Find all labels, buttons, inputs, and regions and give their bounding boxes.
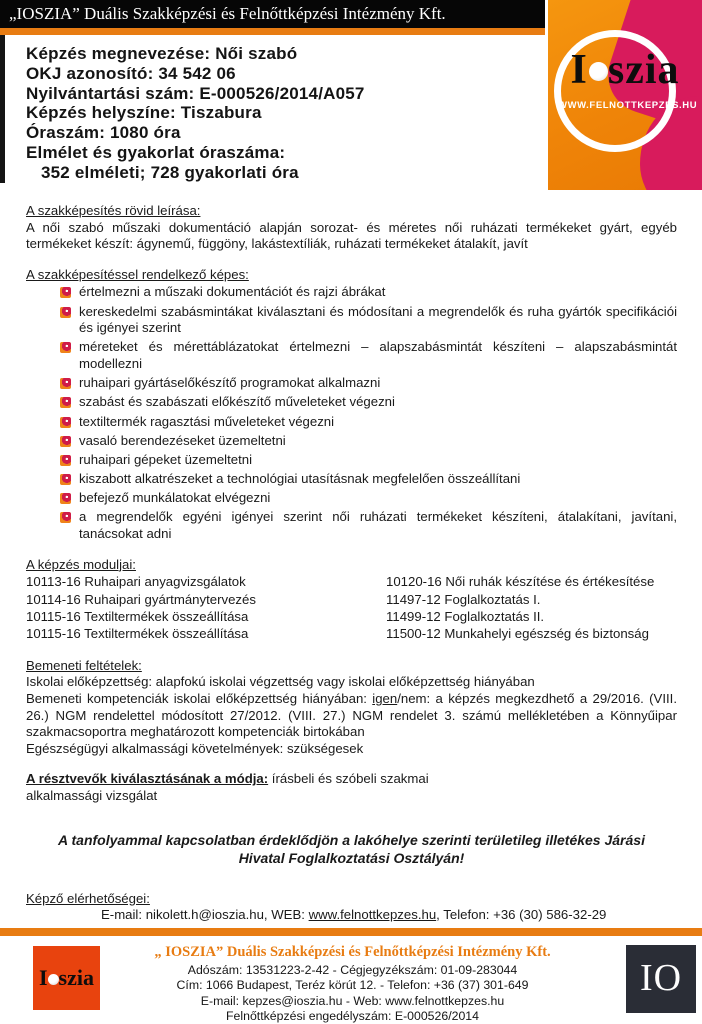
selection-section [26, 771, 677, 788]
modules-column-left [26, 574, 386, 644]
footer-tax-line: Adószám: 13531223-2-42 - Cégjegyzékszám: 01-09-283044 [187, 963, 518, 977]
contact-email-text: E-mail: nikolett.h@ioszia.hu, WEB: [101, 907, 309, 923]
ioszia-bullet-icon [60, 512, 71, 523]
module-item: 10114-16 Ruhaipari gyártmánytervezés [26, 591, 256, 607]
section-heading-selection: A résztvevők kiválasztásának a módja: [26, 771, 269, 787]
footer-logo-letter-i: I [38, 965, 48, 990]
info-line-location: Képzés helyszíne: Tiszabura [26, 103, 262, 123]
info-line-hours: Óraszám: 1080 óra [26, 123, 181, 143]
module-item: 11497-12 Foglalkoztatás I. [386, 591, 541, 607]
list-item: a megrendelők egyéni igényei szerint női ruházati termékeket készíteni, átalakítani, javítani, tanácsokat adni [60, 509, 677, 542]
info-box-left-border [0, 35, 5, 183]
logo-wordmark [548, 48, 702, 92]
document-body [26, 195, 677, 924]
selection-text-line2: alkalmassági vizsgálat [26, 787, 158, 803]
ioszia-bullet-icon [60, 397, 71, 408]
modules-columns [26, 574, 677, 644]
ioszia-bullet-icon [60, 493, 71, 504]
module-item: 10115-16 Textiltermékek összeállítása [26, 609, 249, 624]
module-item: 10115-16 Textiltermékek összeállítása [26, 626, 249, 642]
contact-phone-text: , Telefon: +36 (30) 586-32-29 [436, 907, 607, 923]
footer-address-line: Cím: 1066 Budapest, Teréz körút 12. - Telefon: +36 (37) 301-649 [176, 978, 529, 993]
ioszia-bullet-icon [60, 287, 71, 298]
logo-website-text: WWW.FELNOTTKEPZES.HU [558, 100, 698, 111]
contact-line [26, 907, 677, 924]
ioszia-bullet-icon [60, 378, 71, 389]
footer-contact-block [110, 944, 595, 1024]
footer-license-line: Felnőttképzési engedélyszám: E-000526/2014 [226, 1009, 479, 1024]
list-item: ruhaipari gyártáselőkészítő programokat alkalmazni [60, 375, 677, 392]
description-paragraph: A női szabó műszaki dokumentáció alapján sorozat- és méretes női ruházati termékeket gyárt, egyéb termékeket készít: ágynemű, függöny, lakástextíliák, ruházati termékeket átalakít, javít [26, 219, 677, 252]
logo-letters-szia: szia [607, 47, 680, 93]
footer-company-title: „ IOSZIA” Duális Szakképzési és Felnőttképzési Intézmény Kft. [154, 944, 551, 960]
header-orange-rule [0, 28, 545, 35]
info-line-name: Képzés megnevezése: Női szabó [26, 44, 298, 63]
module-item: 11500-12 Munkahelyi egészség és biztonság [386, 626, 649, 642]
info-line-okj: OKJ azonosító: 34 542 06 [26, 63, 236, 83]
entry-competencies-suffix: /nem: a képzés megkezdhető a 29/2016. (VIII. 26.) NGM rendelettel módosított 27/2012. (VIII. 27.) NGM rendelet 3. számú mellékletében a Könnyűipar szakmacsoportra meghatározott kompetenciák birtokában [26, 690, 677, 740]
footer-logo-o-ball-icon [48, 974, 59, 985]
list-item: méreteket és mérettáblázatokat értelmezni – alapszabásmintát készíteni – alapszabásmintát modellezni [60, 339, 677, 372]
entry-requirements [26, 674, 677, 757]
modules-column-right [386, 574, 677, 644]
footer [0, 936, 702, 1024]
list-item: kereskedelmi szabásmintákat kiválasztani és módosítani a megrendelők és ruha gyártók specifikációi és igényei szerint [60, 304, 677, 337]
logo-letter-i: I [570, 47, 588, 93]
section-heading-contact: Képző elérhetőségei: [26, 890, 150, 906]
info-line-hours-split: 352 elméleti; 728 gyakorlati óra [41, 162, 299, 182]
section-heading-description: A szakképesítés rövid leírása: [26, 203, 201, 218]
entry-competencies-paragraph [26, 691, 677, 741]
footer-io-logo: IO [626, 945, 696, 1013]
info-line-registry: Nyilvántartási szám: E-000526/2014/A057 [26, 83, 365, 103]
contact-web-link[interactable]: www.felnottkepzes.hu [308, 907, 437, 923]
info-line-theory-practice: Elmélet és gyakorlat óraszáma: [26, 142, 286, 162]
module-item: 10120-16 Női ruhák készítése és értékesítése [386, 574, 655, 590]
training-info-box [26, 44, 541, 183]
ioszia-bullet-icon [60, 436, 71, 447]
ioszia-bullet-icon [60, 455, 71, 466]
notice-paragraph: A tanfolyammal kapcsolatban érdeklődjön a lakóhelye szerinti területileg illetékes Járási Hivatal Foglalkoztatási Osztályán! [58, 831, 645, 866]
ioszia-bullet-icon [60, 342, 71, 353]
entry-competencies-prefix: Bemeneti kompetenciák iskolai előképzettség hiányában: [26, 690, 373, 706]
list-item: befejező munkálatokat elvégezni [60, 490, 677, 507]
selection-text: írásbeli és szóbeli szakmai [268, 771, 429, 787]
section-heading-entry: Bemeneti feltételek: [26, 657, 142, 673]
list-item: értelmezni a műszaki dokumentációt és rajzi ábrákat [60, 284, 677, 301]
entry-yes-underlined: igen [372, 690, 398, 706]
section-heading-skills: A szakképesítéssel rendelkező képes: [26, 266, 249, 282]
footer-orange-rule [0, 928, 702, 936]
list-item: ruhaipari gépeket üzemeltetni [60, 452, 677, 469]
entry-line-schooling: Iskolai előképzettség: alapfokú iskolai végzettség vagy iskolai előképzettség hiányában [26, 674, 535, 690]
header-title: „IOSZIA” Duális Szakképzési és Felnőttképzési Intézmény Kft. [9, 4, 446, 23]
module-item: 10113-16 Ruhaipari anyagvizsgálatok [26, 574, 246, 590]
footer-email-web-line: E-mail: kepzes@ioszia.hu - Web: www.felnottkepzes.hu [200, 993, 505, 1008]
ioszia-bullet-icon [60, 474, 71, 485]
skills-list [60, 284, 677, 542]
logo-o-ball-icon [589, 62, 608, 81]
list-item: kiszabott alkatrészeket a technológiai utasításnak megfelelően összeállítani [60, 471, 677, 488]
ioszia-logo [548, 0, 702, 190]
list-item: textiltermék ragasztási műveleteket végezni [60, 414, 677, 431]
ioszia-bullet-icon [60, 307, 71, 318]
ioszia-bullet-icon [60, 417, 71, 428]
list-item: vasaló berendezéseket üzemeltetni [60, 433, 677, 450]
footer-logo-letters-szia: szia [58, 965, 94, 990]
section-heading-modules: A képzés moduljai: [26, 556, 136, 572]
module-item: 11499-12 Foglalkoztatás II. [386, 609, 545, 624]
header-band [0, 0, 545, 28]
footer-ioszia-logo [33, 946, 100, 1010]
entry-line-health: Egészségügyi alkalmassági követelmények: szükségesek [26, 740, 364, 756]
list-item: szabást és szabászati előkészítő műveleteket végezni [60, 394, 677, 411]
